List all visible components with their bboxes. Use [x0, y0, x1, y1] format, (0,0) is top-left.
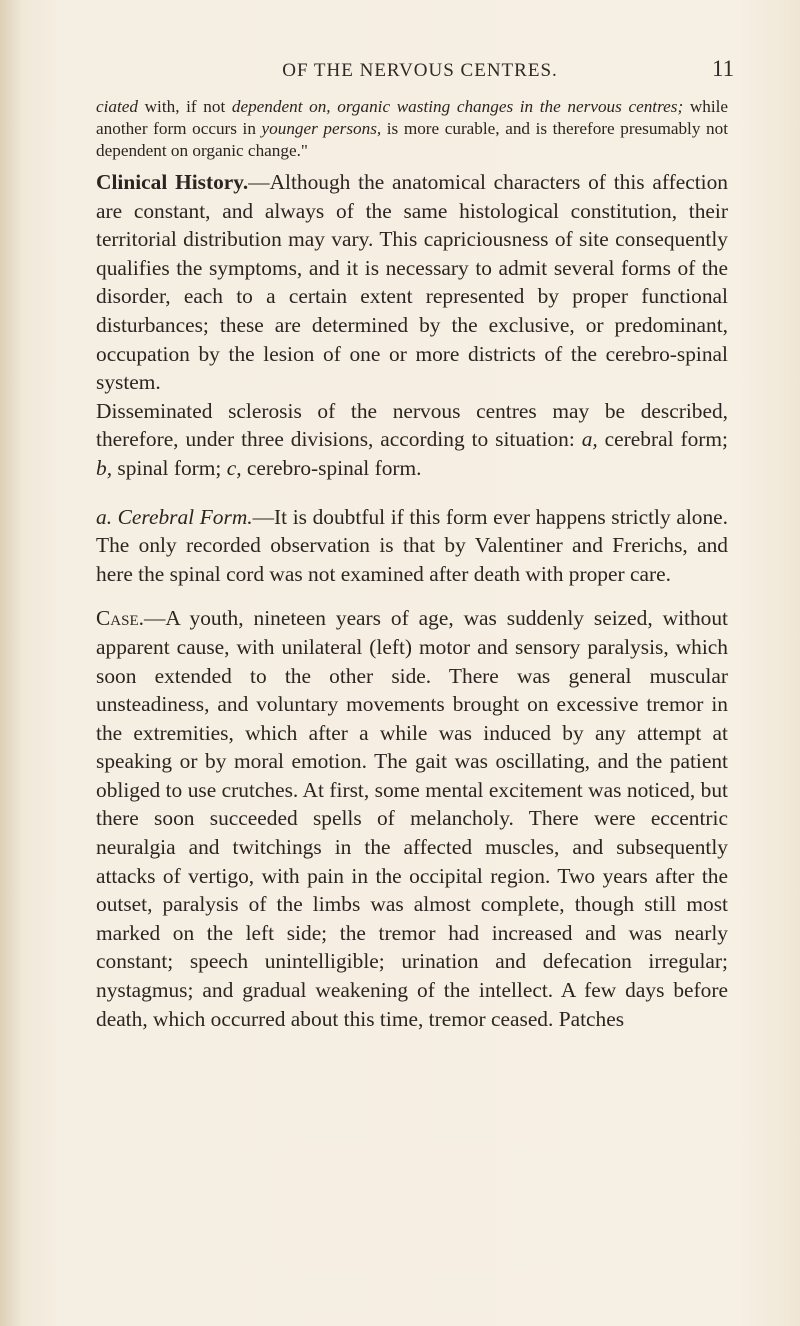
division-c-label: c,: [226, 455, 242, 480]
clinical-history-paragraph: [96, 168, 728, 397]
divisions-text-4: cerebro-spinal form.: [241, 455, 422, 480]
intro-text-1: with, if not: [138, 97, 232, 116]
cerebral-form-heading: a. Cerebral Form.: [96, 504, 253, 529]
divisions-paragraph: [96, 397, 728, 483]
page-number: 11: [712, 56, 735, 81]
cerebral-form-paragraph: [96, 503, 728, 589]
clinical-history-heading: Clinical History.: [96, 170, 249, 194]
case-heading: Case.: [96, 606, 144, 631]
intro-italic-3: younger persons,: [261, 119, 382, 138]
cerebral-form-text: —It is doubtful if this form ever happens strictly alone. The only recorded observation is that by Valentiner and Frerichs, and here the spinal cord was not examined after death with proper care.: [96, 504, 728, 586]
intro-italic-1: ciated: [96, 97, 138, 116]
division-b-label: b,: [96, 455, 113, 480]
divisions-text-1: Disseminated sclerosis of the nervous centres may be described, therefore, under three divisions, according to situation:: [96, 398, 728, 452]
running-header: OF THE NERVOUS CENTRES.: [282, 60, 558, 81]
divisions-text-3: spinal form;: [112, 455, 227, 480]
case-text: —A youth, nineteen years of age, was suddenly seized, without apparent cause, with unilateral (left) motor and sensory paralysis, which soon extended to the other side. There was general muscular unsteadiness, and voluntary movements brought on excessive tremor in the extremities, which after a while was induced by any attempt at speaking or by moral emotion. The gait was oscillating, and the patient obliged to use crutches. At first, some mental excitement was noticed, but there soon succeeded spells of melancholy. There were eccentric neuralgia and twitchings in the affected muscles, and subsequently attacks of vertigo, with pain in the occipital region. Two years after the outset, paralysis of the limbs was almost complete, though still most marked on the left side; the tremor had increased and was nearly constant; speech unintelligible; urination and defecation irregular; nystagmus; and gradual weakening of the intellect. A few days before death, which occurred about this time, tremor ceased. Patches: [96, 606, 728, 1031]
clinical-history-text: —Although the anatomical characters of this affection are constant, and always of the same histological constitution, their territorial distribution may vary. This capriciousness of site consequently qualifies the symptoms, and it is necessary to admit several forms of the disorder, each to a certain extent represented by proper functional disturbances; these are determined by the exclusive, or predominant, occupation by the lesion of one or more districts of the cerebro-spinal system.: [96, 170, 729, 395]
case-paragraph: [96, 604, 728, 1033]
intro-paragraph: [96, 96, 728, 162]
intro-text-3: is more curable, and is therefore presumably not dependent on organic change.": [96, 119, 728, 160]
intro-italic-2: dependent on, organic wasting changes in the nervous centres;: [231, 97, 684, 116]
main-text: [96, 168, 728, 1033]
division-a-label: a,: [581, 427, 598, 452]
divisions-text-2: cerebral form;: [597, 427, 728, 452]
intro-text-2: while another form occurs in: [96, 97, 729, 138]
section-gap: [96, 483, 728, 503]
page-edge-shadow: [0, 0, 22, 1326]
section-gap: [96, 588, 728, 604]
